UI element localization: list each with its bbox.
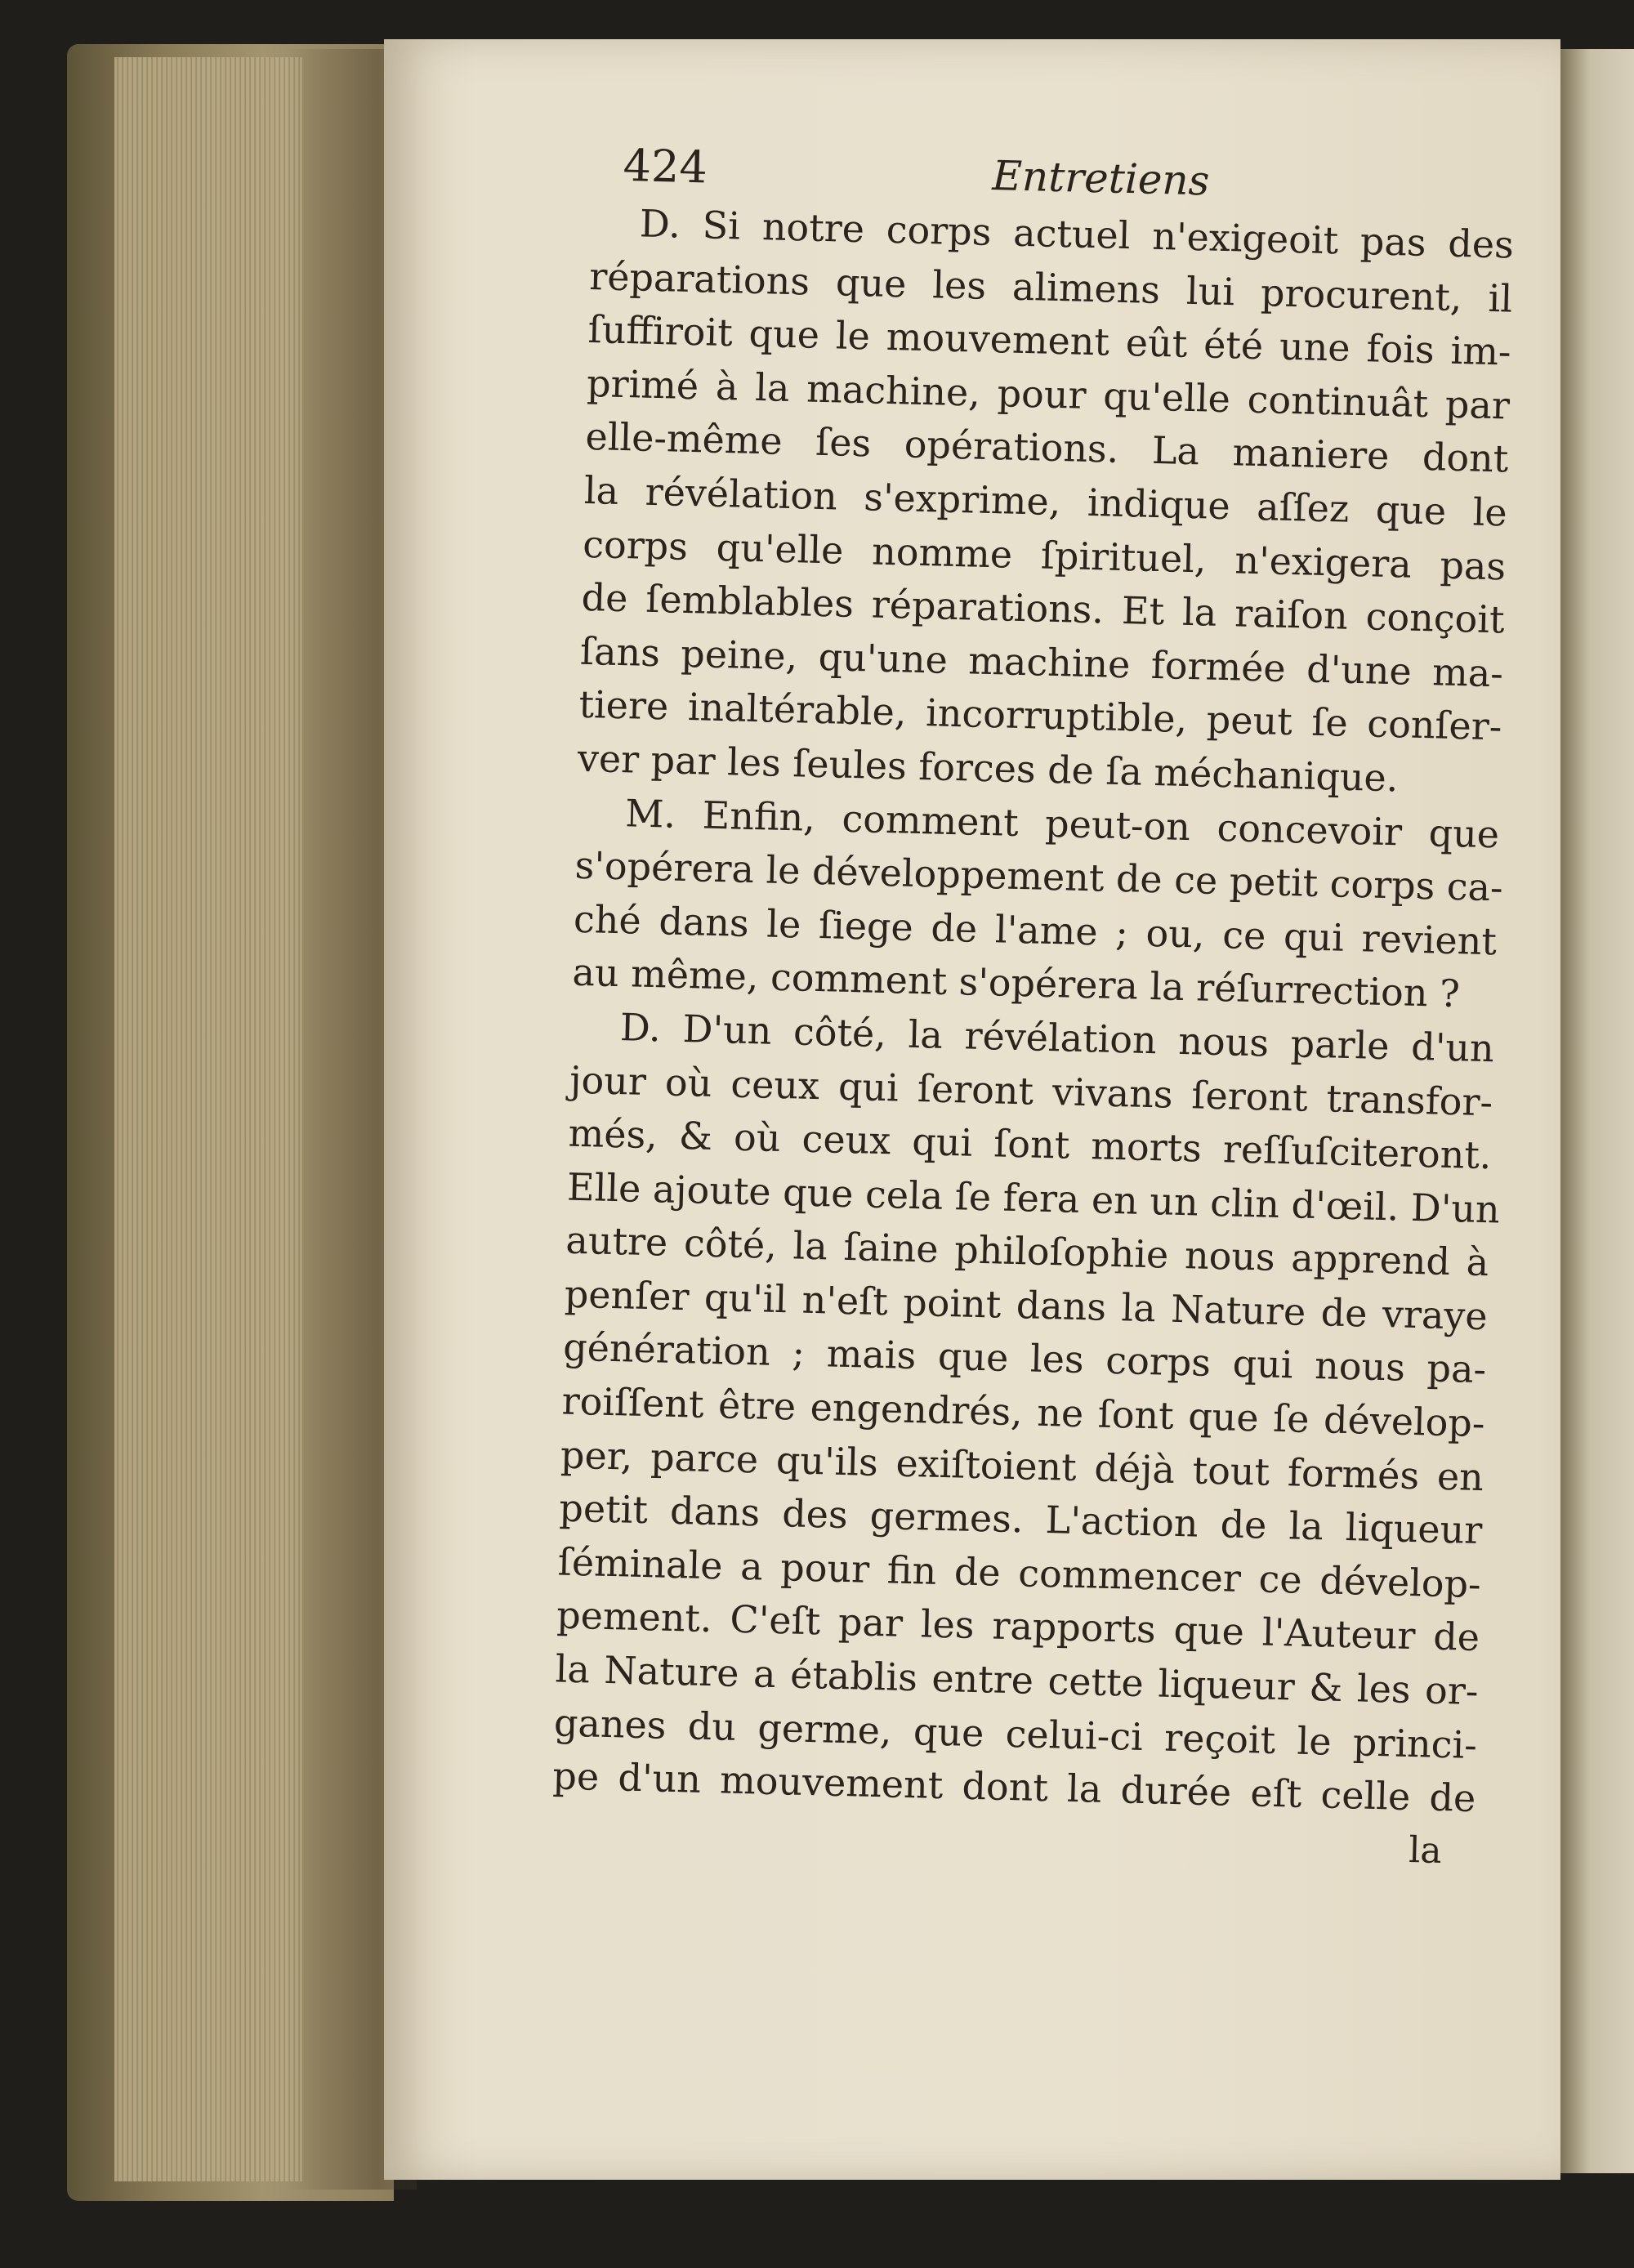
text-line: ganes du germe, que celui-ci reçoit le princi- bbox=[553, 1700, 1478, 1767]
text-line: pement. C'eſt par les rapports que l'Auteur de bbox=[556, 1592, 1480, 1660]
text-line: ſéminale a pour fin de commencer ce dévelop- bbox=[557, 1539, 1482, 1606]
paragraph-1 bbox=[577, 196, 1514, 808]
text-line: roiſſent être engendrés, ne ſont que ſe dévelop- bbox=[561, 1378, 1486, 1446]
text-line: pe d'un mouvement dont la durée eſt celle de bbox=[551, 1753, 1476, 1821]
page-number: 424 bbox=[622, 139, 708, 194]
paragraph-2 bbox=[571, 785, 1504, 1022]
text-line: au même, comment s'opérera la réſurrection ? bbox=[571, 950, 1461, 1016]
text-line: ché dans le ſiege de l'ame ; ou, ce qui revient bbox=[573, 896, 1498, 964]
text-line: jour où ceux qui ſeront vivans ſeront transfor- bbox=[569, 1057, 1493, 1124]
text-line: elle-même ſes opérations. La maniere dont bbox=[584, 414, 1509, 481]
text-line: per, parce qu'ils exiſtoient déjà tout formés en bbox=[560, 1432, 1484, 1499]
text-line: s'opérera le développement de ce petit corps ca- bbox=[574, 842, 1504, 910]
facing-page-edge bbox=[1560, 49, 1634, 2173]
text-line: ſuffiroit que le mouvement eût été une fois im- bbox=[587, 307, 1512, 374]
running-title: Entretiens bbox=[991, 151, 1211, 205]
text-line: ver par les ſeules forces de ſa méchanique. bbox=[577, 735, 1400, 801]
text-line: génération ; mais que les corps qui nous pa- bbox=[562, 1325, 1487, 1392]
text-line: D. D'un côté, la révélation nous parle d'un bbox=[619, 1005, 1495, 1071]
page-edges bbox=[114, 57, 302, 2181]
text-line: autre côté, la ſaine philoſophie nous apprend à bbox=[565, 1217, 1489, 1285]
text-line: corps qu'elle nomme ſpirituel, n'exigera pas bbox=[582, 521, 1507, 589]
text-line: més, & où ceux qui ſont morts reſſuſciteront. bbox=[568, 1110, 1493, 1178]
text-line: Elle ajoute que cela ſe fera en un clin d'œil. D'un bbox=[566, 1164, 1501, 1232]
text-line: D. Si notre corps actuel n'exigeoit pas des bbox=[639, 201, 1515, 267]
text-line: la Nature a établis entre cette liqueur & les or- bbox=[555, 1646, 1480, 1714]
catchword: la bbox=[1408, 1828, 1443, 1872]
page-text bbox=[551, 123, 1516, 1873]
text-line: primé à la machine, pour qu'elle continuât par bbox=[586, 360, 1511, 428]
text-line: la révélation s'exprime, indique aſſez que le bbox=[583, 467, 1508, 535]
text-line: M. Enfin, comment peut-on concevoir que bbox=[624, 790, 1500, 856]
text-line: ſans peine, qu'une machine formée d'une ma- bbox=[579, 628, 1504, 696]
text-line: penſer qu'il n'eſt point dans la Nature de vraye bbox=[564, 1271, 1489, 1339]
text-line: de ſemblables réparations. Et la raiſon conçoit bbox=[581, 574, 1506, 642]
text-line: réparations que les alimens lui procurent, il bbox=[588, 253, 1513, 321]
text-line: tiere inaltérable, incorruptible, peut ſe conſer- bbox=[578, 682, 1502, 749]
paragraph-3 bbox=[551, 1000, 1501, 1826]
text-line: petit dans des germes. L'action de la liqueur bbox=[558, 1485, 1483, 1553]
